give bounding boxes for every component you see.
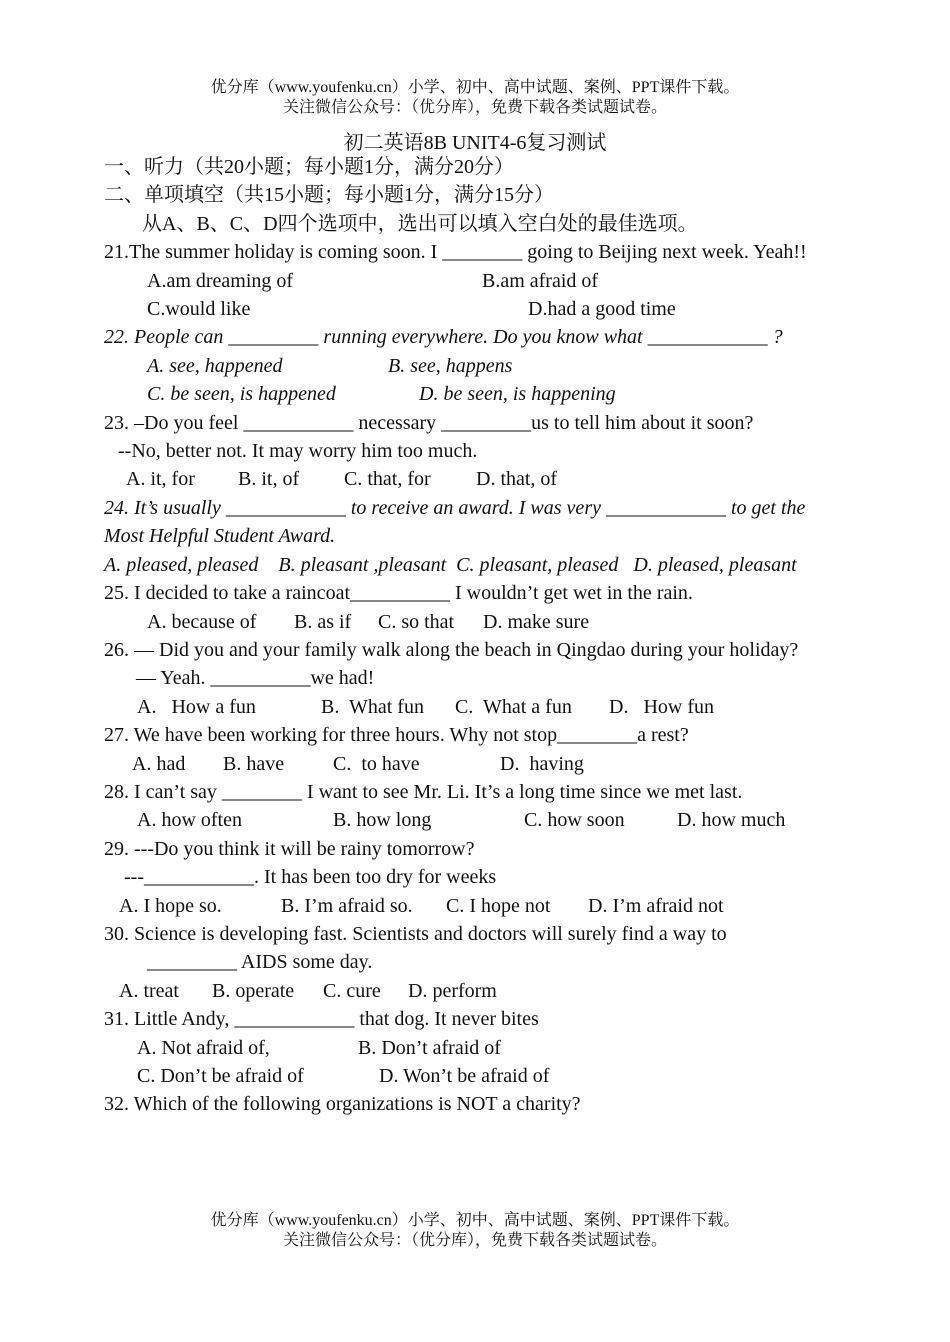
- q31-options-row1: [104, 1034, 846, 1062]
- q25-stem: 25. I decided to take a raincoat__________ I wouldn’t get wet in the rain.: [104, 582, 693, 605]
- q31-option-a: A. Not afraid of,: [137, 1036, 270, 1059]
- page-footer: [0, 1211, 950, 1251]
- q22-option-a: A. see, happened: [147, 354, 283, 377]
- q30-stem-continued: _________ AIDS some day.: [147, 951, 373, 974]
- q30-option-b: B. operate: [212, 979, 295, 1002]
- q21-option-a: A.am dreaming of: [147, 269, 294, 292]
- q22-option-d: D. be seen, is happening: [419, 383, 616, 406]
- q29-stem: 29. ---Do you think it will be rainy tomorrow?: [104, 837, 475, 860]
- q29-option-b: B. I’m afraid so.: [281, 894, 413, 917]
- q21-option-b: B.am afraid of: [482, 269, 599, 292]
- q31-option-c: C. Don’t be afraid of: [137, 1065, 304, 1087]
- q28-option-b: B. how long: [333, 809, 432, 832]
- q31-stem: 31. Little Andy, ____________ that dog. It never bites: [104, 1008, 539, 1031]
- q26-option-d: D. How fun: [609, 695, 714, 718]
- section-single-choice: 二、单项填空（共15小题；每小题1分，满分15分）: [104, 184, 554, 207]
- q27-option-c: C. to have: [333, 752, 420, 775]
- q30-option-a: A. treat: [119, 979, 179, 1002]
- q31-options-row2: [104, 1062, 846, 1090]
- q28-option-d: D. how much: [677, 809, 786, 832]
- q22-option-b: B. see, happens: [388, 354, 513, 377]
- q32-stem: 32. Which of the following organizations is NOT a charity?: [104, 1093, 581, 1116]
- q26-options: [104, 693, 846, 721]
- section-listening: 一、听力（共20小题；每小题1分，满分20分）: [104, 156, 514, 178]
- q22-options-row1: [104, 352, 846, 380]
- q30-options: [104, 977, 846, 1005]
- q28-stem: 28. I can’t say ________ I want to see Mr. Li. It’s a long time since we met last.: [104, 780, 743, 803]
- q22-option-c: C. be seen, is happened: [147, 383, 336, 406]
- q21-option-c: C.would like: [147, 298, 251, 321]
- q27-option-d: D. having: [500, 752, 584, 775]
- q28-option-c: C. how soon: [524, 809, 625, 832]
- q23-stem: 23. –Do you feel ___________ necessary _________us to tell him about it soon?: [104, 411, 754, 434]
- q23-option-d: D. that, of: [476, 468, 558, 491]
- q26-reply: — Yeah. __________we had!: [136, 667, 375, 690]
- q21-options-row2: [104, 295, 846, 323]
- q25-option-b: B. as if: [294, 610, 352, 633]
- q23-options: [104, 465, 846, 493]
- q26-option-b: B. What fun: [321, 695, 424, 718]
- q23-option-b: B. it, of: [238, 468, 300, 491]
- q23-reply: --No, better not. It may worry him too much.: [118, 440, 478, 463]
- q29-option-c: C. I hope not: [446, 894, 551, 917]
- instruction: 从A、B、C、D四个选项中，选出可以填入空白处的最佳选项。: [142, 212, 698, 235]
- q28-options: [104, 806, 846, 834]
- q29-options: [104, 892, 846, 920]
- q31-option-b: B. Don’t afraid of: [358, 1036, 501, 1059]
- q25-option-c: C. so that: [378, 610, 455, 633]
- page-title: 初二英语8B UNIT4-6复习测试: [343, 132, 607, 154]
- header-line-1: 优分库（www.youfenku.cn）小学、初中、高中试题、案例、PPT课件下载。: [210, 79, 740, 96]
- q24-stem: 24. It’s usually ____________ to receive an award. I was very ____________ to get the Most Helpful Student Award.: [104, 496, 806, 548]
- exam-body: [104, 153, 846, 1119]
- q24-options: A. pleased, pleased B. pleasant ,pleasant C. pleasant, pleased D. pleased, pleasant: [104, 553, 797, 576]
- q27-options: [104, 750, 846, 778]
- page-header: [0, 78, 950, 118]
- q23-option-c: C. that, for: [344, 468, 431, 491]
- q30-option-d: D. perform: [408, 979, 497, 1002]
- q23-option-a: A. it, for: [126, 468, 195, 491]
- q31-option-d: D. Won’t be afraid of: [379, 1065, 550, 1087]
- q27-stem: 27. We have been working for three hours. Why not stop________a rest?: [104, 724, 689, 747]
- q26-stem: 26. — Did you and your family walk along the beach in Qingdao during your holiday?: [104, 638, 799, 661]
- q30-option-c: C. cure: [323, 979, 381, 1002]
- footer-line-2: 关注微信公众号：（优分库），免费下载各类试题试卷。: [282, 1232, 667, 1249]
- footer-line-1: 优分库（www.youfenku.cn）小学、初中、高中试题、案例、PPT课件下载。: [210, 1212, 740, 1229]
- q27-option-b: B. have: [223, 752, 285, 775]
- q28-option-a: A. how often: [137, 809, 242, 832]
- q22-options-row2: [104, 380, 846, 408]
- q26-option-a: A. How a fun: [137, 695, 256, 718]
- q25-option-a: A. because of: [147, 610, 257, 633]
- header-line-2: 关注微信公众号：（优分库），免费下载各类试题试卷。: [282, 99, 667, 116]
- q29-option-d: D. I’m afraid not: [588, 894, 724, 917]
- q29-option-a: A. I hope so.: [119, 894, 222, 917]
- q21-stem: 21.The summer holiday is coming soon. I ________ going to Beijing next week. Yeah!!: [104, 241, 807, 264]
- q21-option-d: D.had a good time: [528, 298, 676, 321]
- q30-stem: 30. Science is developing fast. Scientists and doctors will surely find a way to: [104, 922, 727, 945]
- q25-options: [104, 608, 846, 636]
- q27-option-a: A. had: [132, 752, 186, 775]
- q26-option-c: C. What a fun: [455, 695, 572, 718]
- q25-option-d: D. make sure: [483, 610, 590, 633]
- q21-options-row1: [104, 267, 846, 295]
- q29-reply: ---___________. It has been too dry for weeks: [124, 866, 497, 889]
- q22-stem: 22. People can _________ running everywhere. Do you know what ____________ ?: [104, 326, 783, 349]
